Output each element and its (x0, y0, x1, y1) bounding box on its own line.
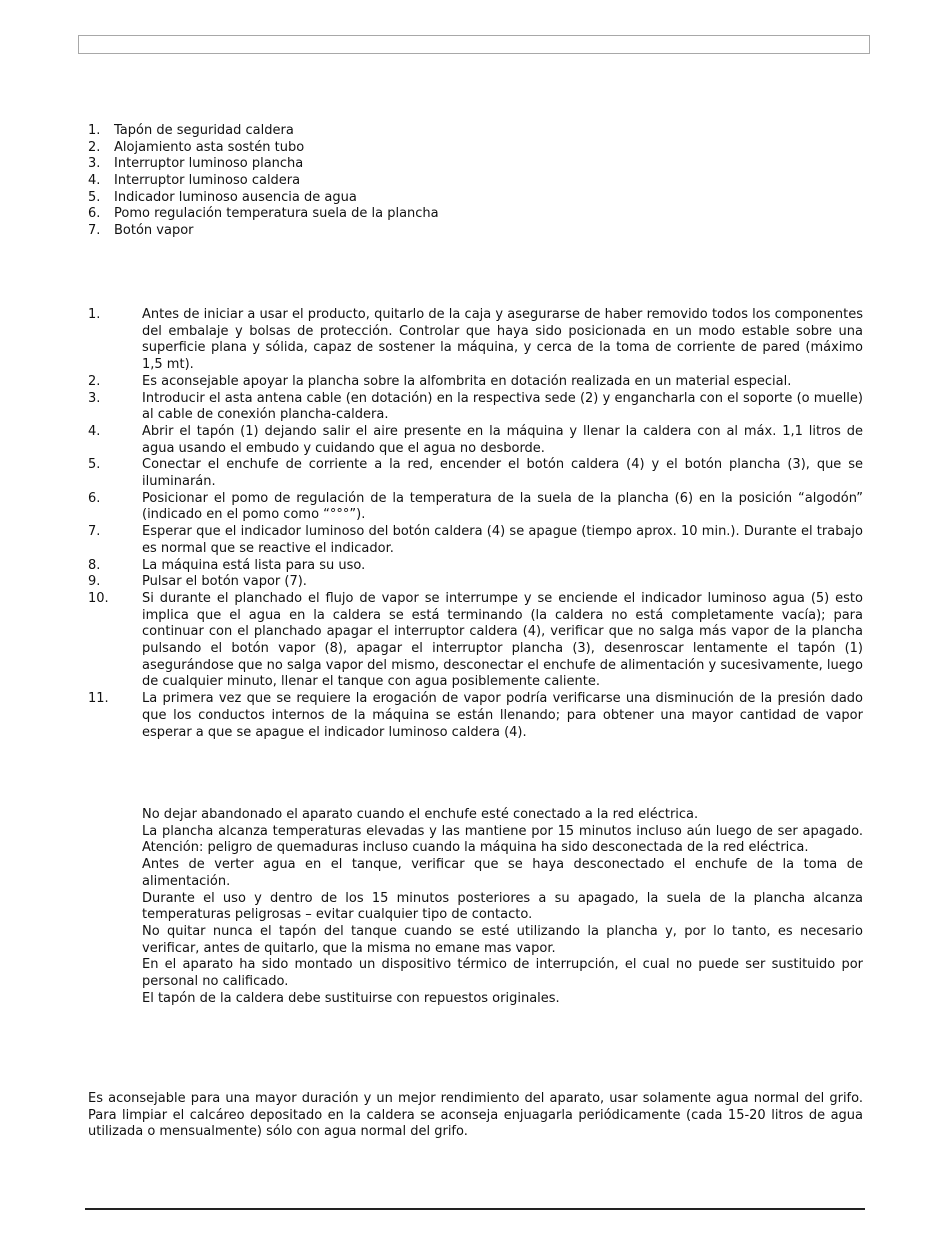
step-text: Conectar el enchufe de corriente a la red, encender el botón caldera (4) y el botón plancha (3), que se iluminarán. (142, 457, 863, 490)
step-text: Es aconsejable apoyar la plancha sobre la alfombrita en dotación realizada en un material especial. (142, 373, 792, 389)
item-text: Interruptor luminoso plancha (114, 156, 304, 172)
instruction-step (88, 691, 863, 741)
warning-paragraph: En el aparato ha sido montado un dispositivo térmico de interrupción, el cual no puede ser sustituido por personal no calificado. (142, 957, 863, 990)
step-text: Abrir el tapón (1) dejando salir el aire presente en la máquina y llenar la caldera con al máx. 1,1 litros de agua usando el embudo y cuidando que el agua no desborde. (142, 423, 863, 456)
step-text: Posicionar el pomo de regulación de la temperatura de la suela de la plancha (6) en la posición “algodón” (indicado en el pomo como “°°°”). (142, 490, 863, 523)
instruction-step (88, 307, 863, 374)
item-text: Indicador luminoso ausencia de agua (114, 189, 357, 205)
maintenance-paragraph: Es aconsejable para una mayor duración y un mejor rendimiento del aparato, usar solamente agua normal del grifo. Para limpiar el calcáreo depositado en la caldera se aconseja enjuagarla periódicamente (cada 15-20 litros de agua utilizada o mensualmente) sólo con agua normal del grifo. (88, 1091, 863, 1140)
step-number: 2. (88, 373, 101, 389)
warning-paragraph: Durante el uso y dentro de los 15 minutos posteriores a su apagado, la suela de la plancha alcanza temperaturas peligrosas – evitar cualquier tipo de contacto. (142, 890, 863, 923)
step-number: 9. (88, 574, 101, 590)
parts-list (88, 123, 588, 240)
step-text: La primera vez que se requiere la erogación de vapor podría verificarse una disminución de la presión dado que los conductos internos de la máquina se están llenando; para obtener una mayor cantidad de vapor esperar a que se apague el indicador luminoso caldera (4). (142, 691, 863, 740)
step-number: 5. (88, 457, 101, 473)
step-number: 4. (88, 423, 101, 439)
safety-warnings (142, 807, 863, 1007)
step-text: Antes de iniciar a usar el producto, quitarlo de la caja y asegurarse de haber removido todos los componentes del embalaje y bolsas de protección. Controlar que haya sido posicionada en un modo estable sobre una superficie plana y sólida, capaz de sostener la máquina, y cerca de la toma de corriente de pared (máximo 1,5 mt). (142, 307, 863, 373)
warning-paragraph: No quitar nunca el tapón del tanque cuando se esté utilizando la plancha y, por lo tanto, es necesario verificar, antes de quitarlo, que la misma no emane mas vapor. (142, 923, 863, 956)
item-number: 3. (88, 156, 101, 172)
instruction-step (88, 424, 863, 457)
step-number: 8. (88, 557, 101, 573)
instruction-step (88, 591, 863, 691)
instructions-list (88, 307, 863, 741)
list-item (88, 156, 588, 173)
instruction-step (88, 491, 863, 524)
item-number: 2. (88, 139, 101, 155)
instruction-step (88, 374, 863, 391)
warning-paragraph: La plancha alcanza temperaturas elevadas y las mantiene por 15 minutos incluso aún luego de ser apagado. Atención: peligro de quemaduras incluso cuando la máquina ha sido desconectada de la red eléctrica. (142, 823, 863, 856)
step-number: 3. (88, 390, 101, 406)
footer-divider (85, 1208, 865, 1210)
warning-paragraph: Antes de verter agua en el tanque, verificar que se haya desconectado el enchufe de la toma de alimentación. (142, 857, 863, 889)
item-number: 6. (88, 206, 101, 222)
step-text: La máquina está lista para su uso. (142, 557, 366, 573)
step-text: Introducir el asta antena cable (en dotación) en la respectiva sede (2) y engancharla con el soporte (o muelle) al cable de conexión plancha-caldera. (142, 390, 863, 423)
step-number: 7. (88, 524, 101, 540)
list-item (88, 206, 588, 223)
item-text: Interruptor luminoso caldera (114, 173, 301, 189)
list-item (88, 173, 588, 190)
step-text: Si durante el planchado el flujo de vapor se interrumpe y se enciende el indicador luminoso agua (5) esto implica que el agua en la caldera se está terminando (la caldera no está completamente vacía); para continuar con el planchado apagar el interruptor caldera (4), verificar que no salga más vapor de la plancha pulsando el botón vapor (8), apagar el interruptor plancha (3), desenroscar lentamente el tapón (1) asegurándose que no salga vapor del mismo, desconectar el enchufe de alimentación y sucesivamente, luego de cualquier minuto, llenar el tanque con agua posiblemente caliente. (142, 590, 863, 690)
item-number: 5. (88, 189, 101, 205)
list-item (88, 190, 588, 207)
instruction-step (88, 574, 863, 591)
warning-paragraph: El tapón de la caldera debe sustituirse con repuestos originales. (142, 990, 560, 1006)
item-number: 7. (88, 223, 101, 239)
step-text: Pulsar el botón vapor (7). (142, 574, 307, 590)
list-item (88, 140, 588, 157)
item-text: Tapón de seguridad caldera (114, 123, 294, 138)
header-box (78, 35, 870, 54)
instruction-step (88, 391, 863, 424)
step-number: 10. (88, 590, 109, 606)
step-text: Esperar que el indicador luminoso del botón caldera (4) se apague (tiempo aprox. 10 min.). Durante el trabajo es normal que se reactive el indicador. (142, 524, 863, 556)
item-text: Alojamiento asta sostén tubo (114, 139, 305, 155)
item-text: Pomo regulación temperatura suela de la plancha (114, 206, 439, 222)
list-item (88, 223, 588, 240)
list-item (88, 123, 588, 140)
item-text: Botón vapor (114, 223, 194, 239)
instruction-step (88, 457, 863, 490)
item-number: 4. (88, 173, 101, 189)
instruction-step (88, 558, 863, 575)
step-number: 11. (88, 691, 109, 707)
instruction-step (88, 524, 863, 557)
step-number: 1. (88, 307, 101, 322)
warning-paragraph: No dejar abandonado el aparato cuando el enchufe esté conectado a la red eléctrica. (142, 807, 699, 822)
item-number: 1. (88, 123, 101, 138)
step-number: 6. (88, 490, 101, 506)
